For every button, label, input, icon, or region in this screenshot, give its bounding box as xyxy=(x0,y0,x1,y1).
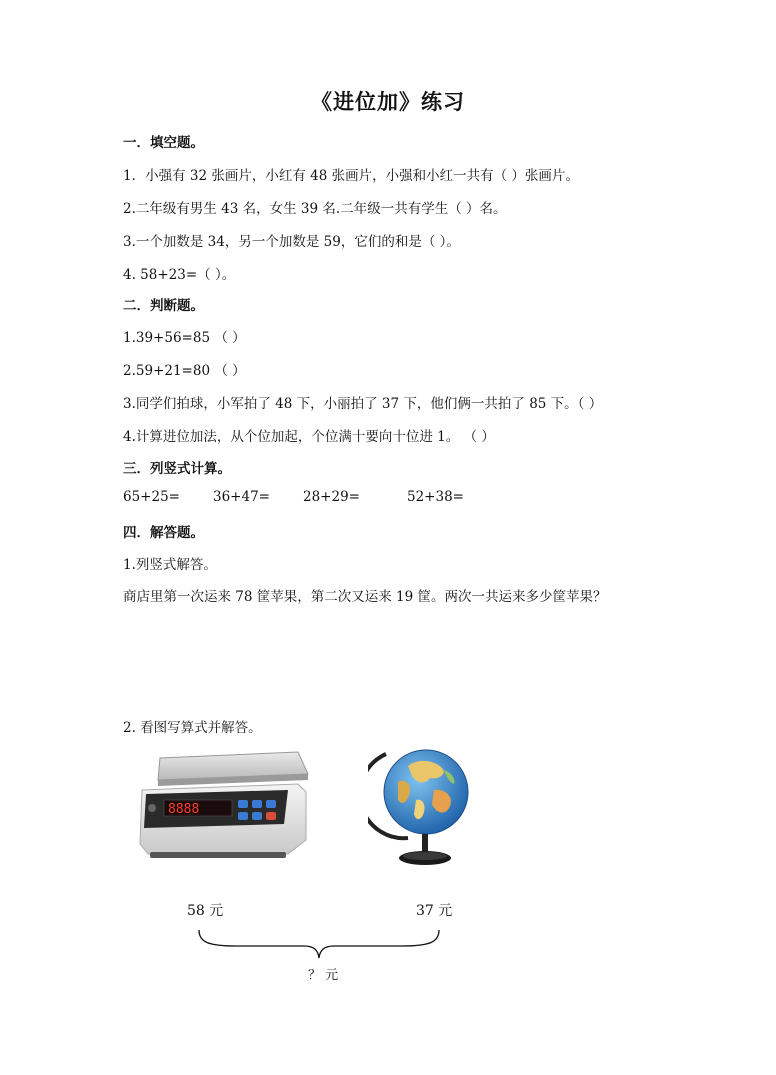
calc-item-4: 52+38= xyxy=(407,489,464,505)
total-price-label: ？ 元 xyxy=(308,968,339,983)
answer-question-2-label: 2. 看图写算式并解答。 xyxy=(123,720,262,736)
calc-item-1: 65+25= xyxy=(123,489,180,505)
answer-question-1-text: 商店里第一次运来 78 筐苹果，第二次又运来 19 筐。两次一共运来多少筐苹果？ xyxy=(123,589,607,605)
scale-display-readout: 8888 xyxy=(168,802,200,817)
page-title: 《进位加》练习 xyxy=(311,90,465,114)
fill-question-3: 3.一个加数是 34，另一个加数是 59，它们的和是（ ）。 xyxy=(123,234,460,250)
judge-question-1: 1.39+56=85 （ ） xyxy=(123,330,246,346)
section-2-heading: 二．判断题。 xyxy=(123,298,204,314)
judge-question-3: 3.同学们拍球，小军拍了 48 下，小丽拍了 37 下，他们俩一共拍了 85 下。（ ） xyxy=(123,396,603,412)
section-3-heading: 三．列竖式计算。 xyxy=(123,461,231,477)
calc-item-2: 36+47= xyxy=(213,489,270,505)
globe-icon xyxy=(368,742,478,872)
answer-question-1-label: 1.列竖式解答。 xyxy=(123,557,217,573)
calc-item-3: 28+29= xyxy=(303,489,360,505)
fill-question-4: 4. 58+23=（ ）。 xyxy=(123,267,236,283)
curly-brace-icon xyxy=(196,928,442,964)
section-4-heading: 四．解答题。 xyxy=(123,525,204,541)
scale-price-label: 58 元 xyxy=(187,903,224,919)
fill-question-1: 1．小强有 32 张画片，小红有 48 张画片，小强和小红一共有（ ）张画片。 xyxy=(123,168,579,184)
judge-question-2: 2.59+21=80 （ ） xyxy=(123,363,246,379)
globe-price-label: 37 元 xyxy=(416,903,453,919)
judge-question-4: 4.计算进位加法，从个位加起，个位满十要向十位进 1。 （ ） xyxy=(123,429,495,445)
vertical-calc-row xyxy=(123,489,464,505)
fill-question-2: 2.二年级有男生 43 名，女生 39 名.二年级一共有学生（ ）名。 xyxy=(123,201,507,217)
electronic-scale-icon xyxy=(138,748,310,860)
section-1-heading: 一．填空题。 xyxy=(123,135,204,151)
